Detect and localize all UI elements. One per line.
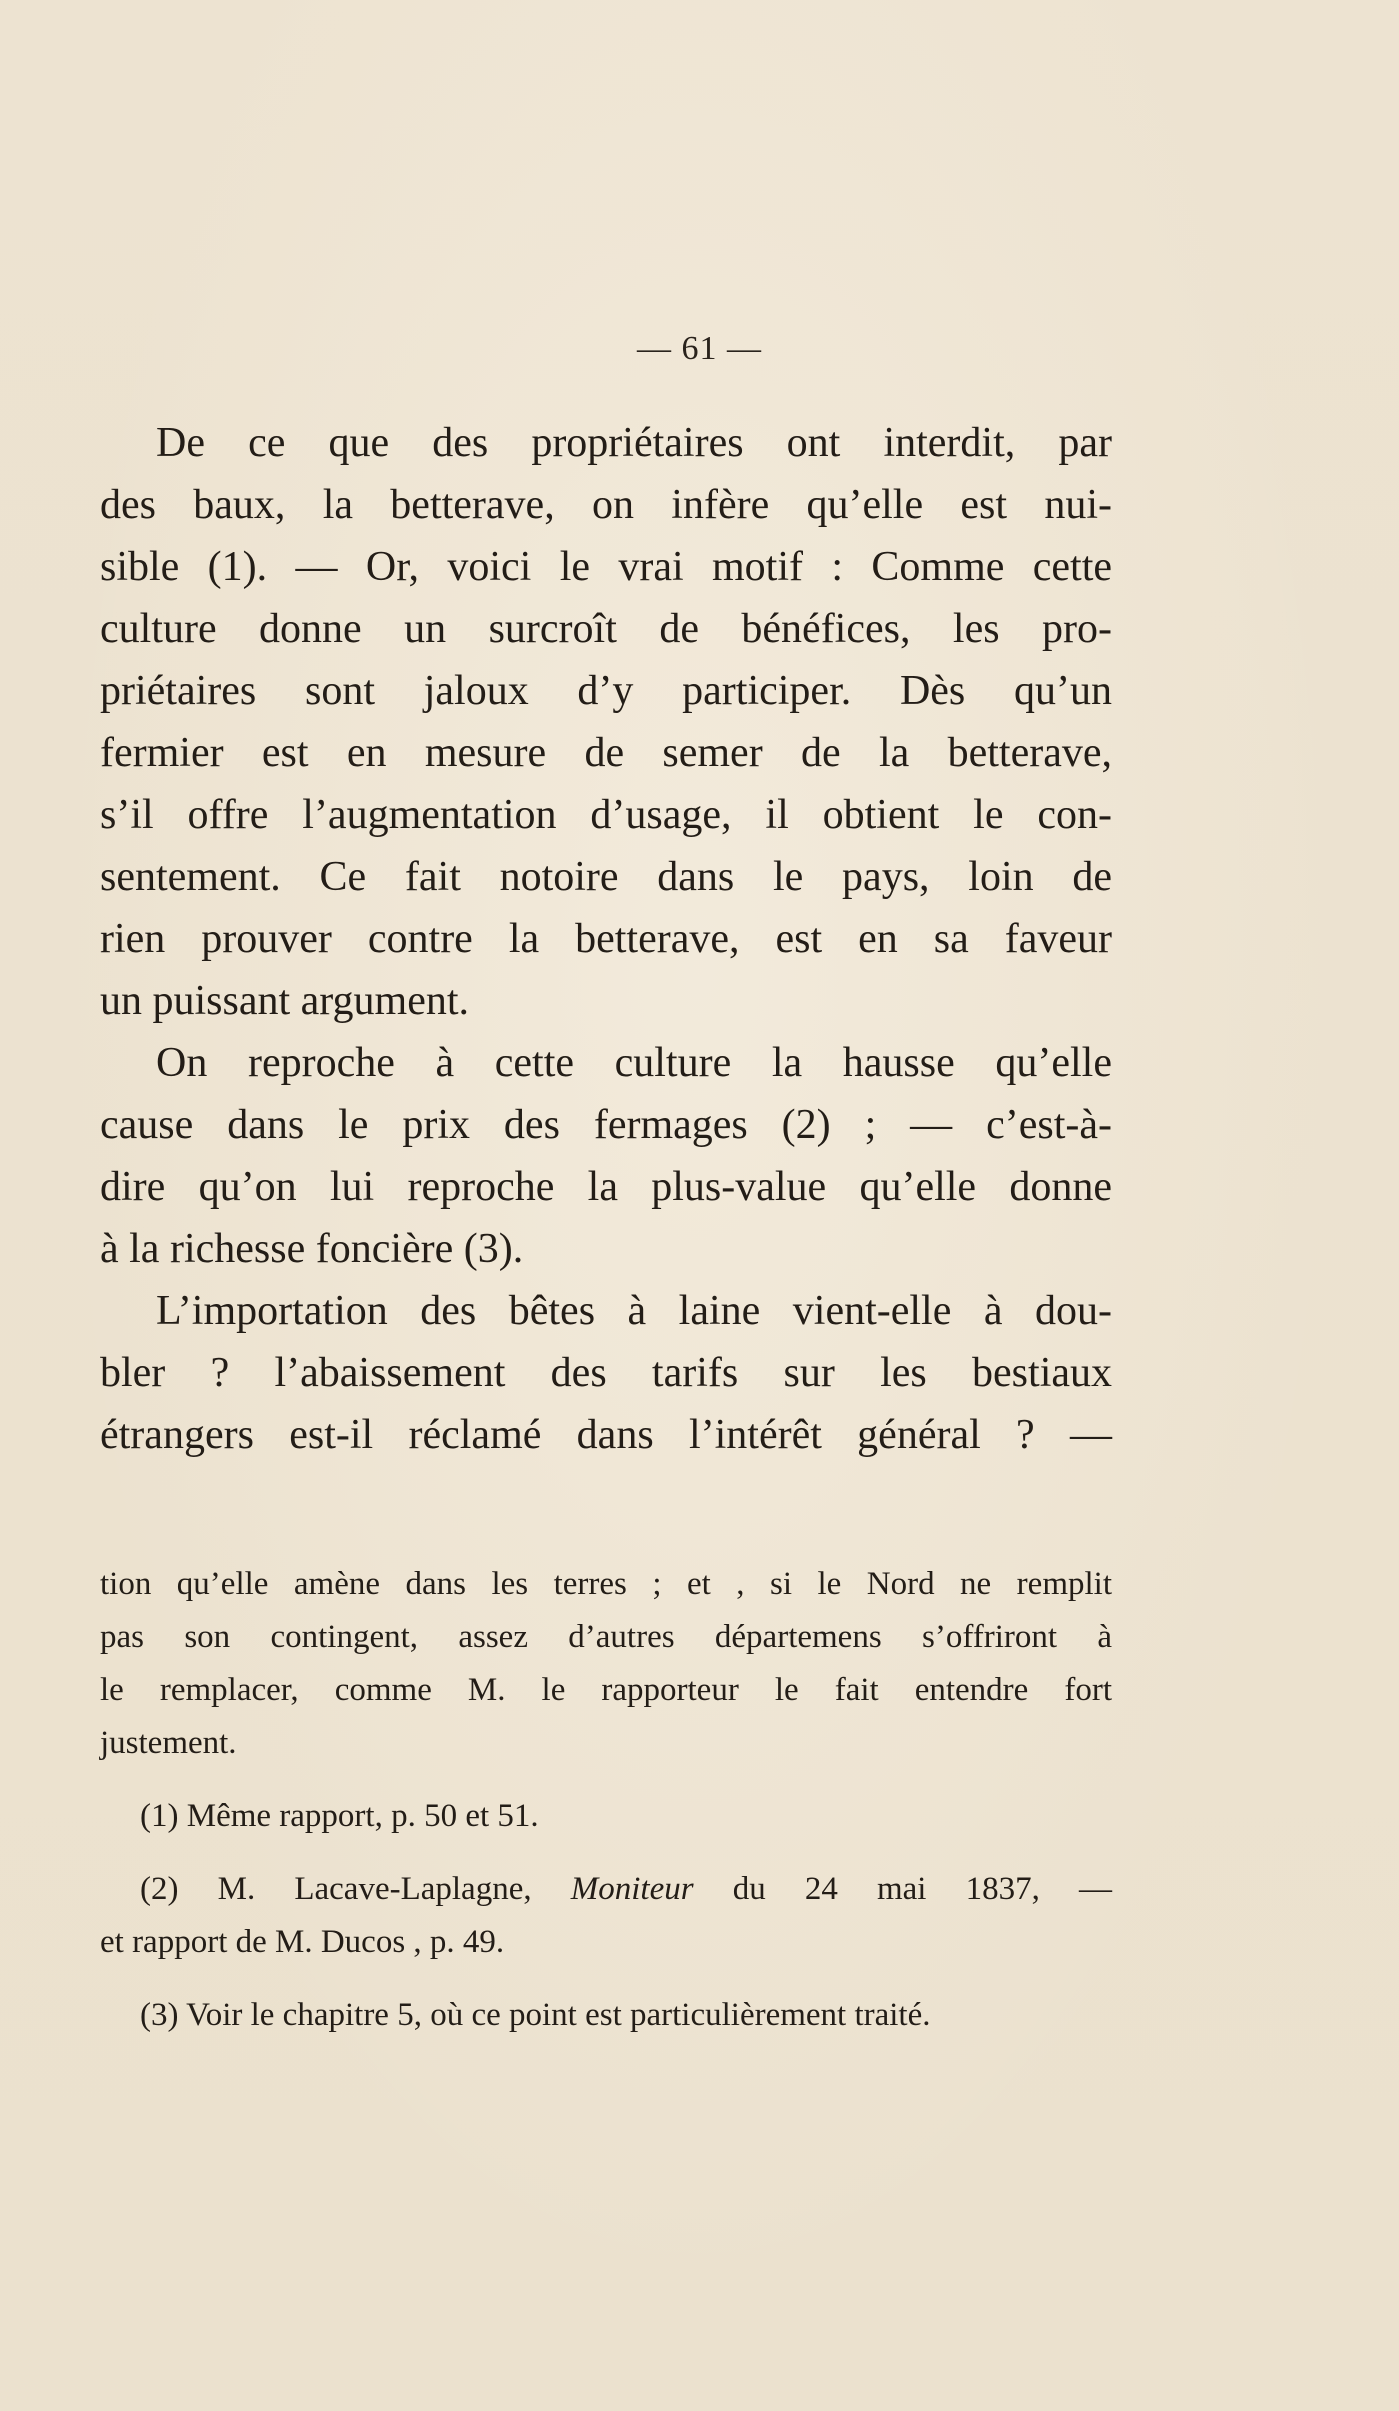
body-line: à la richesse foncière (3). — [100, 1226, 524, 1272]
body-line: On reproche à cette culture la hausse qu’elle — [156, 1040, 1112, 1086]
footnote-gap — [100, 1770, 1112, 1790]
body-text — [100, 412, 1112, 1466]
body-line: L’importation des bêtes à laine vient-elle à dou- — [156, 1288, 1112, 1334]
body-line: des baux, la betterave, on infère qu’elle est nui- — [100, 482, 1112, 528]
body-line: bler ? l’abaissement des tarifs sur les bestiaux — [100, 1350, 1112, 1396]
footnote-continuation-line: le remplacer, comme M. le rapporteur le fait entendre fort — [100, 1672, 1112, 1708]
body-line: culture donne un surcroît de bénéfices, les pro- — [100, 606, 1112, 652]
footnote-continuation-line: tion qu’elle amène dans les terres ; et , si le Nord ne remplit — [100, 1566, 1112, 1602]
footnote-3: (3) Voir le chapitre 5, où ce point est particulièrement traité. — [140, 1997, 931, 2033]
footnote-continuation-line: justement. — [100, 1725, 237, 1761]
body-line: sentement. Ce fait notoire dans le pays, loin de — [100, 854, 1112, 900]
footnote-2-journal-title: Moniteur — [570, 1871, 694, 1907]
footnote-2-line-2: et rapport de M. Ducos , p. 49. — [100, 1924, 505, 1960]
body-line: dire qu’on lui reproche la plus-value qu’elle donne — [100, 1164, 1112, 1210]
body-line: s’il offre l’augmentation d’usage, il obtient le con- — [100, 792, 1112, 838]
footnote-2-date: du 24 mai 1837, — — [693, 1871, 1113, 1907]
body-line: cause dans le prix des fermages (2) ; — c’est-à- — [100, 1102, 1112, 1148]
body-line: étrangers est-il réclamé dans l’intérêt général ? — — [100, 1412, 1112, 1458]
footnotes — [100, 1558, 1112, 2042]
page-number: — 61 — — [637, 330, 762, 367]
body-line: priétaires sont jaloux d’y participer. Dès qu’un — [100, 668, 1112, 714]
footnote-2-text: (2) M. Lacave-Laplagne, — [140, 1871, 571, 1907]
footnote-continuation-line: pas son contingent, assez d’autres départemens s’offriront à — [100, 1619, 1112, 1655]
footnote-1: (1) Même rapport, p. 50 et 51. — [140, 1798, 539, 1834]
body-line: sible (1). — Or, voici le vrai motif : Comme cette — [100, 544, 1112, 590]
footnote-2-line-1 — [100, 1863, 1112, 1916]
body-line: rien prouver contre la betterave, est en sa faveur — [100, 916, 1112, 962]
footnote-gap — [100, 1969, 1112, 1989]
footnote-gap — [100, 1843, 1112, 1863]
body-line: fermier est en mesure de semer de la betterave, — [100, 730, 1112, 776]
body-line: De ce que des propriétaires ont interdit, par — [156, 420, 1112, 466]
body-line: un puissant argument. — [100, 978, 470, 1024]
